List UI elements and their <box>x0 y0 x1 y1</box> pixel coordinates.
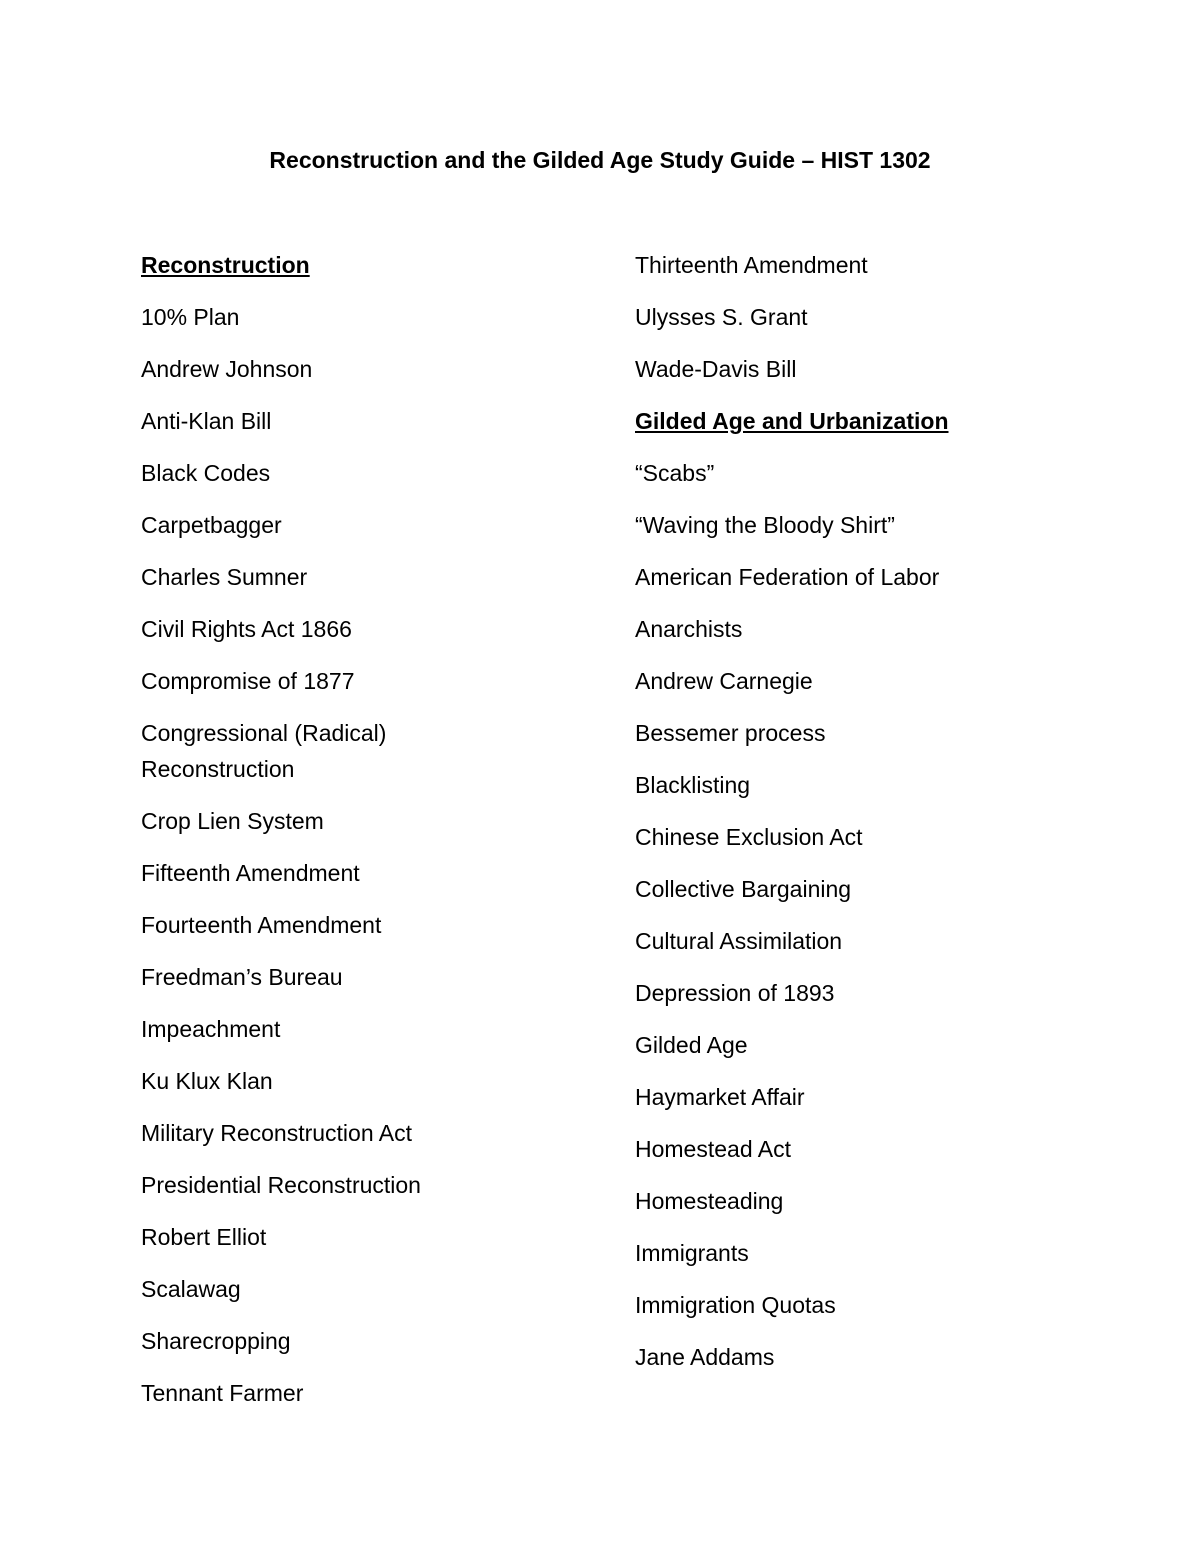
term-item: Ku Klux Klan <box>141 1068 273 1094</box>
term-item: Andrew Carnegie <box>635 668 813 694</box>
term-item: Ulysses S. Grant <box>635 304 808 330</box>
term-item: Presidential Reconstruction <box>141 1172 421 1198</box>
term-item: Homesteading <box>635 1188 784 1214</box>
term-item: Andrew Johnson <box>141 356 313 382</box>
page-title: Reconstruction and the Gilded Age Study Guide – HIST 1302 <box>269 147 931 173</box>
term-item: Wade-Davis Bill <box>635 356 797 382</box>
term-item: Collective Bargaining <box>635 876 852 902</box>
term-item: Anti-Klan Bill <box>141 408 272 434</box>
term-item: Bessemer process <box>635 720 826 746</box>
term-item: Immigration Quotas <box>635 1292 836 1318</box>
term-item: Haymarket Affair <box>635 1084 805 1110</box>
term-item: Impeachment <box>141 1016 281 1042</box>
term-item: Fourteenth Amendment <box>141 912 382 938</box>
term-item: Scalawag <box>141 1276 241 1302</box>
term-item: “Scabs” <box>635 460 715 486</box>
term-item: Homestead Act <box>635 1136 791 1162</box>
term-item: Charles Sumner <box>141 564 308 590</box>
term-item: Robert Elliot <box>141 1224 267 1250</box>
term-item: Black Codes <box>141 460 271 486</box>
section-heading-gilded-age: Gilded Age and Urbanization <box>635 408 949 434</box>
term-item: Tennant Farmer <box>141 1380 304 1406</box>
term-item: Thirteenth Amendment <box>635 252 868 278</box>
term-item: 10% Plan <box>141 304 240 330</box>
term-item: Depression of 1893 <box>635 980 835 1006</box>
term-item: Civil Rights Act 1866 <box>141 616 352 642</box>
right-column <box>635 247 1075 1391</box>
left-column <box>141 247 581 1427</box>
term-item: “Waving the Bloody Shirt” <box>635 512 895 538</box>
term-item: Congressional (Radical) Reconstruction <box>141 720 387 782</box>
term-item: Sharecropping <box>141 1328 291 1354</box>
term-item: Cultural Assimilation <box>635 928 843 954</box>
term-item: Gilded Age <box>635 1032 748 1058</box>
term-item: Jane Addams <box>635 1344 775 1370</box>
term-item: Freedman’s Bureau <box>141 964 343 990</box>
term-item: Blacklisting <box>635 772 751 798</box>
term-item: Immigrants <box>635 1240 749 1266</box>
term-item: Anarchists <box>635 616 743 642</box>
term-item: Crop Lien System <box>141 808 324 834</box>
term-item: Military Reconstruction Act <box>141 1120 412 1146</box>
term-item: Fifteenth Amendment <box>141 860 360 886</box>
term-item: Carpetbagger <box>141 512 282 538</box>
section-heading-reconstruction: Reconstruction <box>141 252 310 278</box>
term-item: American Federation of Labor <box>635 564 940 590</box>
term-item: Compromise of 1877 <box>141 668 355 694</box>
term-item: Chinese Exclusion Act <box>635 824 863 850</box>
